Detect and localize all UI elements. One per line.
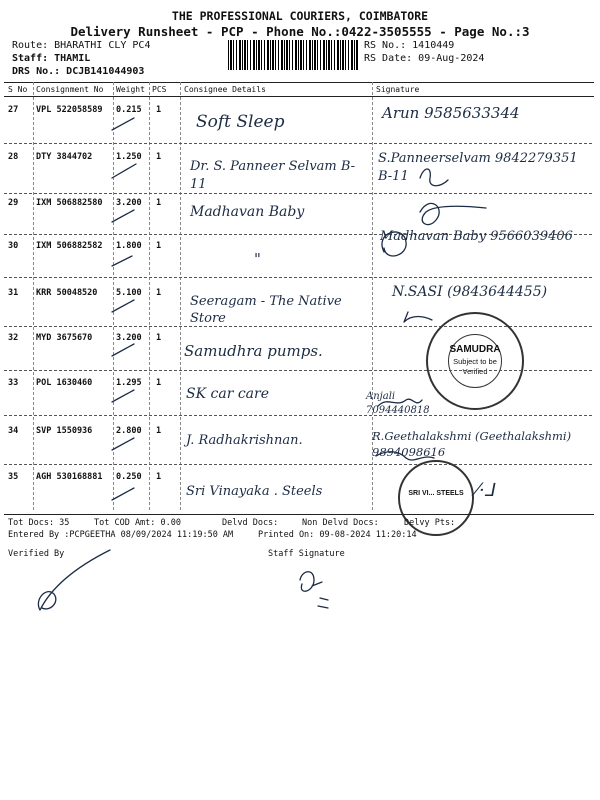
stamp-line: Subject to be bbox=[453, 357, 497, 366]
row-pcs: 1 bbox=[156, 333, 162, 343]
row-pcs: 1 bbox=[156, 378, 162, 388]
row-consignee: Samudhra pumps. bbox=[184, 342, 323, 360]
row-weight: 5.100 bbox=[116, 288, 142, 298]
stamp-line: Verified bbox=[462, 367, 488, 376]
row-weight: 3.200 bbox=[116, 198, 142, 208]
stamp-brand: SAMUDRA bbox=[449, 344, 501, 355]
col-signature: Signature bbox=[376, 85, 420, 94]
col-weight: Weight bbox=[116, 85, 145, 94]
row-consignment: AGH 530168881 bbox=[36, 472, 103, 482]
row-sno: 27 bbox=[8, 105, 19, 115]
row-sno: 33 bbox=[8, 378, 19, 388]
row-weight: 3.200 bbox=[116, 333, 142, 343]
delivered-docs: Delvd Docs: bbox=[222, 518, 279, 528]
col-pcs: PCS bbox=[152, 85, 167, 94]
row-signature: S.Panneerselvam 9842279351 B-11 bbox=[378, 151, 578, 184]
row-weight: 1.250 bbox=[116, 152, 142, 162]
row-consignment: VPL 522058589 bbox=[36, 105, 103, 115]
signature-scribble bbox=[420, 169, 448, 186]
row-sno: 32 bbox=[8, 333, 19, 343]
col-consignment: Consignment No bbox=[36, 85, 104, 94]
row-pcs: 1 bbox=[156, 198, 162, 208]
tick-mark bbox=[112, 118, 134, 130]
row-sno: 30 bbox=[8, 241, 19, 251]
tick-mark bbox=[112, 210, 134, 222]
row-consignment: MYD 3675670 bbox=[36, 333, 93, 343]
row-pcs: 1 bbox=[156, 152, 162, 162]
row-pcs: 1 bbox=[156, 241, 162, 251]
row-consignee: J. Radhakrishnan. bbox=[186, 433, 303, 448]
row-signature: Madhavan Baby 9566039406 bbox=[380, 229, 573, 244]
row-consignment: KRR 50048520 bbox=[36, 288, 98, 298]
row-sno: 28 bbox=[8, 152, 19, 162]
row-pcs: 1 bbox=[156, 426, 162, 436]
tick-mark bbox=[112, 300, 134, 312]
row-consignment: IXM 506882582 bbox=[36, 241, 103, 251]
signature-scribble bbox=[376, 452, 434, 460]
tick-mark bbox=[112, 488, 134, 500]
row-sno: 34 bbox=[8, 426, 19, 436]
row-consignment: DTY 3844702 bbox=[36, 152, 93, 162]
tick-mark bbox=[112, 344, 134, 356]
tick-mark bbox=[112, 164, 136, 178]
row-signature: Anjali 7094440818 bbox=[366, 391, 430, 416]
row-sno: 29 bbox=[8, 198, 19, 208]
runsheet-title: Delivery Runsheet - PCP - Phone No.:0422-3505555 - Page No.:3 bbox=[70, 24, 530, 39]
row-consignee: Seeragam - The Native Store bbox=[190, 294, 342, 326]
drs-number: DRS No.: DCJB141044903 bbox=[12, 66, 145, 77]
col-consignee: Consignee Details bbox=[184, 85, 266, 94]
verified-signature bbox=[38, 550, 110, 610]
row-consignee: Dr. S. Panneer Selvam B-11 bbox=[190, 159, 356, 192]
rs-number: RS No.: 1410449 bbox=[364, 40, 455, 51]
signature-scribble bbox=[404, 312, 432, 322]
rs-date: RS Date: 09-Aug-2024 bbox=[364, 53, 485, 64]
row-signature: N.SASI (9843644455) bbox=[392, 284, 548, 300]
row-consignment: SVP 1550936 bbox=[36, 426, 93, 436]
non-delivered-docs: Non Delvd Docs: bbox=[302, 518, 379, 528]
row-consignment: POL 1630460 bbox=[36, 378, 93, 388]
row-weight: 0.215 bbox=[116, 105, 142, 115]
row-consignment: IXM 506882580 bbox=[36, 198, 103, 208]
signature-scribble bbox=[378, 399, 422, 406]
row-pcs: 1 bbox=[156, 472, 162, 482]
row-consignee: SK car care bbox=[186, 386, 269, 402]
signature-scribble bbox=[382, 232, 406, 256]
stamp-text: SRI VI... STEELS bbox=[408, 490, 464, 497]
row-consignee: Madhavan Baby bbox=[190, 204, 305, 220]
row-signature: R.Geethalakshmi (Geethalakshmi) 9894098616 bbox=[372, 429, 572, 459]
row-pcs: 1 bbox=[156, 105, 162, 115]
row-weight: 2.800 bbox=[116, 426, 142, 436]
tick-mark bbox=[112, 438, 134, 450]
row-weight: 1.295 bbox=[116, 378, 142, 388]
row-consignee: Soft Sleep bbox=[196, 112, 285, 132]
printed-on: Printed On: 09-08-2024 11:20:14 bbox=[258, 530, 417, 540]
staff-signature bbox=[300, 572, 328, 608]
tick-mark bbox=[112, 390, 134, 402]
row-consignee: Sri Vinayaka . Steels bbox=[186, 484, 323, 499]
staff-label: Staff: THAMIL bbox=[12, 53, 91, 64]
row-weight: 1.800 bbox=[116, 241, 142, 251]
row-consignee: " bbox=[254, 250, 261, 268]
company-name: THE PROFESSIONAL COURIERS, COIMBATORE bbox=[171, 9, 429, 23]
staff-signature-label: Staff Signature bbox=[268, 549, 345, 559]
row-signature: Arun 9585633344 bbox=[382, 104, 520, 122]
row-sno: 35 bbox=[8, 472, 19, 482]
signature-scribble bbox=[420, 203, 486, 224]
row-weight: 0.250 bbox=[116, 472, 142, 482]
row-sno: 31 bbox=[8, 288, 19, 298]
route-label: Route: BHARATHI CLY PC4 bbox=[12, 40, 151, 51]
row-pcs: 1 bbox=[156, 288, 162, 298]
col-sno: S No bbox=[8, 85, 28, 94]
signature-mark: ⁄·⅃ bbox=[476, 480, 495, 501]
delivery-points: Delvy Pts: bbox=[404, 518, 456, 528]
tick-mark bbox=[112, 256, 132, 266]
total-docs: Tot Docs: 35 bbox=[8, 518, 70, 528]
verified-by-label: Verified By bbox=[8, 549, 65, 559]
entered-by: Entered By :PCPGEETHA 08/09/2024 11:19:50 AM bbox=[8, 530, 234, 540]
total-cod-amount: Tot COD Amt: 0.00 bbox=[94, 518, 181, 528]
